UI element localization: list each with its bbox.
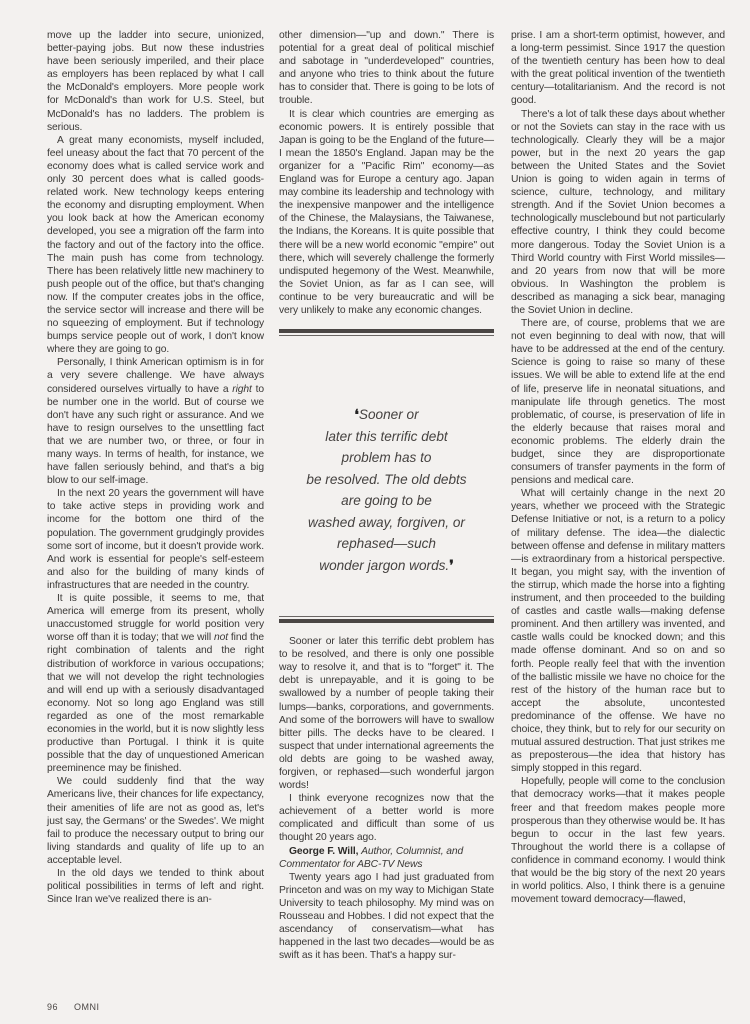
paragraph: other dimension—"up and down." There is potential for a great deal of political mischief and sabotage in "underdeveloped" countries, and anyone who tries to think about the future has to consider that. There is going to be lots of trouble. (279, 30, 494, 107)
paragraph (47, 356, 264, 487)
page-number: 96 (47, 1002, 59, 1012)
pull-quote-top-rule (279, 329, 494, 336)
text: It is quite possible, it seems to me, that America will emerge from its present, wholly unaccustomed struggle for world position very worse off than it is today; that we will (47, 593, 264, 644)
paragraph: A great many economists, myself included, feel uneasy about the fact that 70 percent of the economy does what is called service work and only 30 percent does what is called goods-related work. New technology keeps entering the economy and disrupting employment. When you look back at how the American economy developed, you see a migration off the farm into the factory and out of the factory into the office. The main push has come from technology. There has been relatively little new machinery to push people out of the office, but that's changing now. If the computer creates jobs in the office, the service sector will increase and there will be no squeezing of employment. But if technology bumps service people out of work, I don't know where they are going to go. (47, 134, 264, 356)
contributor-title: Author, Columnist, and Commentator for ABC-TV News (279, 845, 464, 870)
pull-quote-line: are going to be (341, 493, 432, 509)
pull-quote-line: problem has to (341, 450, 432, 466)
pull-quote (279, 336, 494, 616)
pull-quote-line: later this terrific debt (325, 428, 448, 444)
text: find the right combination of talents and the right distribution of workforce in various occupations; that we will not develop the right technologies and will end up with a seriously disadvantaged economy. Not so long ago England was still regarded as one of the most remarkable economies in the world, but it is now slightly less productive than Portugal. I think it is quite possible that the day of unquestioned American preeminence may be finished. (47, 632, 264, 775)
pull-quote-line: washed away, forgiven, or (308, 514, 465, 530)
paragraph: What will certainly change in the next 20 years, whether we proceed with the Strategic Defense Initiative or not, is a return to a policy of military defense. The idea—the dialectic between offense and defense in military matters—is extraordinary from a historical perspective. It began, you might say, with the invention of the stirrup, which made the horse into a fighting instrument, and then proceeded to the building of castles and castle walls—making defense prominent. And then artillery was invented, and castle walls could be knocked down; and this made offense dominant. And so on and so forth. People really feel that with the invention of the ballistic missile we have no choice for the rest of the history of the human race but to accept the absolute, uncontested predominance of the offense. We have no choice, they think, but to rely for our security on mutual assured destruction. That just strikes me as preposterous—the idea that history has simply stopped in this regard. (511, 488, 725, 775)
text: to be number one in the world. But of course we don't have any such right or assurance. And we have to resign ourselves to the unsettling fact that we are number two, or three, or four in many ways. In terms of health, for instance, we have fallen seriously behind, and that's a big blow to our self-image. (47, 383, 264, 487)
paragraph: move up the ladder into secure, unionized, better-paying jobs. But now these industries have been seriously imperiled, and their place as employers has been replaced by what I call the McDonald's employers. More people work for McDonald's than work for U.S. Steel, but McDonald's has no ladders. The problem is serious. (47, 30, 264, 133)
paragraph (47, 592, 264, 775)
page-folio (47, 1002, 100, 1012)
paragraph: I think everyone recognizes now that the achievement of a better world is more complicated and difficult than some of us thought 20 years ago. (279, 793, 494, 844)
paragraph: Sooner or later this terrific debt problem has to be resolved, and there is only one possible way to resolve it, and that is to "forget" it. The debt is unrepayable, and it is going to be swallowed by a number of people taking their lumps—banks, corporations, and governments. And some of the borrowers will have to swallow bitter pills. The decks have to be cleared. I suspect that under international agreements the old debts are going to be washed away, forgiven, or rephased—such wonderful jargon words! (279, 636, 494, 792)
article-column-2 (279, 29, 494, 962)
thick-rule (279, 619, 494, 623)
paragraph: We could suddenly find that the way Americans live, their chances for life expectancy, their amenities of life are not as good as, let's just say, the Germans' or the Swedes'. We might fail to produce the necessary output to bring our living standards and quality of life up to an acceptable level. (47, 776, 264, 866)
paragraph: prise. I am a short-term optimist, however, and a long-term pessimist. Since 1917 the question of the twentieth century has been how to deal with the great political invention of the twentieth century—totalitarianism. And the record is not good. (511, 30, 725, 107)
close-quote-icon: ❜ (449, 556, 454, 573)
emphasis: not (213, 632, 228, 644)
paragraph: It is clear which countries are emerging as economic powers. It is entirely possible that Japan is going to be the England of the future—I mean the 1850's England. Japan may be the organizer for a "Pacific Rim" economy—as England was for Europe a century ago. Japan may combine its leadership and technology with the inexpensive manpower and the intelligence of the Chinese, the Malaysians, the Taiwanese, the Indians, the Koreans. It is quite possible that there will be a new world economic "empire" out there, which will severely challenge the formerly undisputed hegemony of the West. Meanwhile, the Soviet Union, as far as I can see, will continue to be very bureaucratic and will be very unlikely to make any economic changes. (279, 108, 494, 316)
pull-quote-line (279, 555, 494, 577)
paragraph: There are, of course, problems that we are not even beginning to deal with now, that will have to be addressed at the end of the century. Science is going to raise so many of these issues. We will be able to extend life at the end of life, preserve life in neonatal situations, and manipulate life through genetics. The most problematic, of course, is preservation of life in the elderly because that raises moral and economic problems. The elderly drain the budget, since they are disproportionate consumers of transfer payments in the form of pensions and medical care. (511, 318, 725, 487)
pull-quote-text: Sooner or (358, 407, 419, 423)
open-quote-icon: ❛ (354, 406, 359, 423)
pull-quote-line: rephased—such (337, 536, 436, 552)
paragraph: There's a lot of talk these days about whether or not the Soviets can stay in the race with us technologically. Clearly they will be a major power, but in the next 20 years the gap between the United States and the Soviet Union is going to widen again in terms of science, culture, technology, and military strength. And if the Soviet Union becomes a technologically musclebound but not particularly effective country, I think they could become more dangerous. Today the Soviet Union is a Third World country with First World missiles—and 20 years from now that will be more obvious. In Washington the problem is described as managing a sick bear, managing the Soviet Union in decline. (511, 108, 725, 316)
contributor-byline (279, 845, 494, 871)
contributor-name: George F. Will, (289, 845, 359, 857)
magazine-name: OMNI (74, 1002, 100, 1012)
pull-quote-text: wonder jargon words. (319, 557, 450, 573)
emphasis: right (232, 383, 252, 395)
article-column-3 (511, 29, 725, 906)
pull-quote-line (279, 404, 494, 426)
text: Personally, I think American optimism is in for a very severe challenge. We have always considered ourselves virtually to have a (47, 357, 264, 395)
article-column-1 (47, 29, 264, 906)
paragraph: In the old days we tended to think about political possibilities in terms of left and right. Since Iran we've realized there is an- (47, 868, 264, 906)
paragraph: In the next 20 years the government will have to take active steps in providing work and income for the bottom one third of the population. The government grudgingly provides some sort of income, but it doesn't provide work. And work is essential for people's self-esteem and also for the building of many kinds of infrastructures that are needed in the country. (47, 488, 264, 591)
paragraph: Hopefully, people will come to the conclusion that democracy works—that it makes people freer and that freedom makes people more prosperous than they otherwise would be. It has begun to occur in the last few years. Throughout the world there is a collapse of confidence in command economy. I would think that would be the big story of the next 20 years in world politics. Also, I think there is a genuine movement toward democracy—flawed, (511, 776, 725, 906)
pull-quote-bottom-rule (279, 616, 494, 623)
paragraph: Twenty years ago I had just graduated from Princeton and was on my way to Michigan State University to teach philosophy. My mind was on Rousseau and Hobbes. I did not expect that the ascendancy of conservatism—what has happened in the last two decades—would be as swift as it has been. That's a happy sur- (279, 871, 494, 962)
pull-quote-line: be resolved. The old debts (306, 471, 467, 487)
